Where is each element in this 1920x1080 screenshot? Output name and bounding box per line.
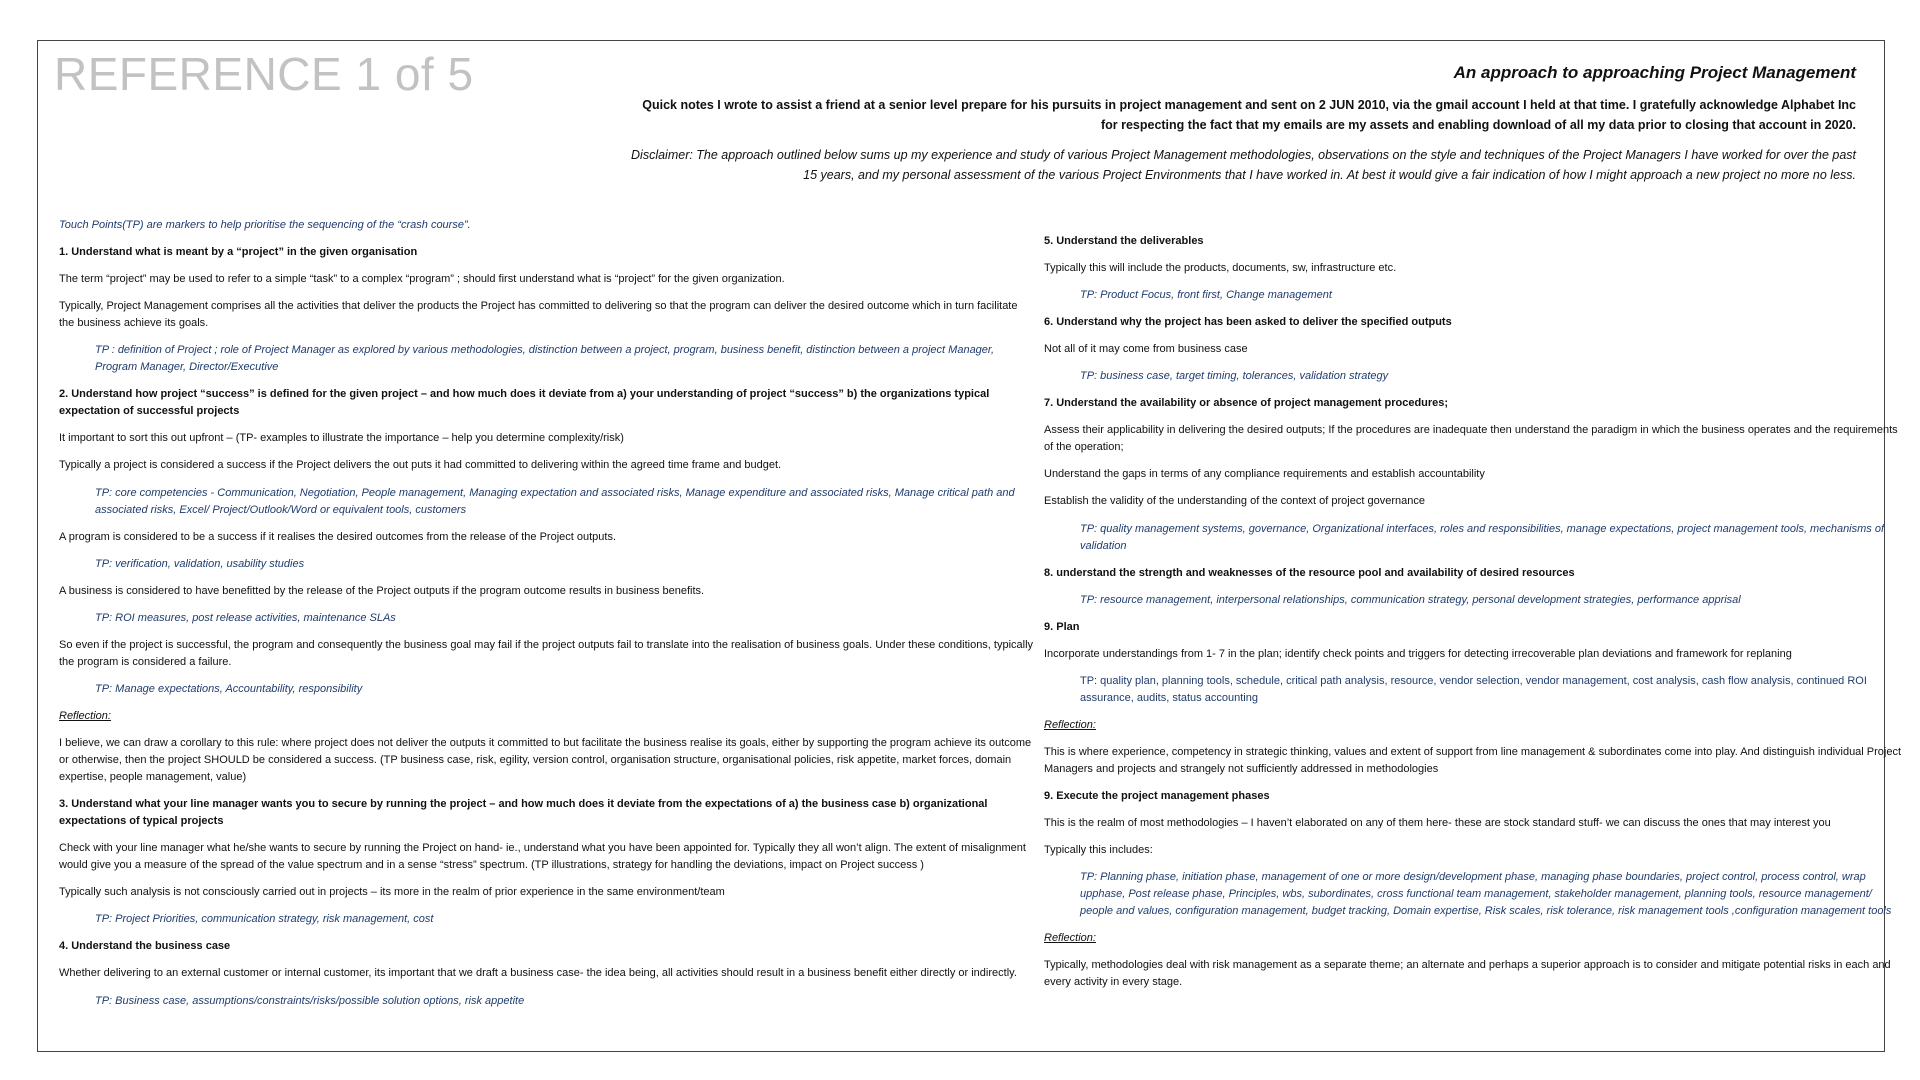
body-paragraph: Typically, Project Management comprises all the activities that deliver the products the Project has committed to delivering so that the program can deliver the desired outcome which in turn facilitate the business achieve its goals. (59, 300, 1018, 330)
section-heading: 1. Understand what is meant by a “project” in the given organisation (59, 246, 418, 259)
right-column (1044, 233, 1902, 1001)
disclaimer-paragraph: Disclaimer: The approach outlined below sums up my experience and study of various Project Management methodologies, observations on the style and techniques of the Project Managers I have worked for over the past 15 years, and my personal assessment of the various Project Environments that I have worked in. At best it would give a fair indication of how I might approach a new project no more no less. (631, 148, 1856, 183)
touch-point-note: TP: Manage expectations, Accountability, responsibility (95, 682, 363, 695)
body-paragraph: A business is considered to have benefitted by the release of the Project outputs if the program outcome results in business benefits. (59, 584, 705, 597)
body-paragraph: The term “project” may be used to refer to a simple “task” to a complex “program” ; should first understand what is “project” for the given organization. (59, 273, 785, 286)
body-paragraph: Typically such analysis is not consciously carried out in projects – its more in the realm of prior experience in the same environment/team (59, 886, 725, 899)
page-title: An approach to approaching Project Management (1453, 63, 1856, 82)
body-paragraph: So even if the project is successful, the program and consequently the business goal may fail if the project outputs fail to translate into the realisation of business goals. Under these conditions, typically the program is considered a failure. (59, 638, 1034, 668)
body-paragraph: Typically, methodologies deal with risk management as a separate theme; an alternate and perhaps a superior approach is to consider and mitigate potential risks in each and every activity in every stage. (1044, 959, 1891, 989)
touch-point-note: TP: quality management systems, governance, Organizational interfaces, roles and responsibilities, manage expectations, project management tools, mechanisms of validation (1080, 522, 1885, 552)
body-paragraph: Understand the gaps in terms of any compliance requirements and establish accountability (1044, 468, 1485, 481)
section-heading: 9. Execute the project management phases (1044, 790, 1270, 803)
reflection-label: Reflection: (1044, 932, 1096, 945)
reference-label: REFERENCE 1 of 5 (54, 48, 474, 100)
touch-point-note: TP: Planning phase, initiation phase, management of one or more design/development phase, managing phase boundaries, project control, process control, wrap upphase, Post release phase, Principles, wbs, subordinates, cross functional team management, stakeholder management, planning tools, resource management/ people and values, configuration management, budget tracking, Domain expertise, Risk scales, risk tolerance, risk management tools ,configuration management tools (1080, 871, 1892, 918)
body-paragraph: It important to sort this out upfront – (TP- examples to illustrate the importance – help you determine complexity/risk) (59, 432, 624, 445)
touch-point-note: TP: Business case, assumptions/constraints/risks/possible solution options, risk appetite (95, 994, 525, 1007)
body-paragraph: Establish the validity of the understanding of the context of project governance (1044, 495, 1425, 508)
section-heading: 4. Understand the business case (59, 940, 231, 953)
touch-point-note: TP: quality plan, planning tools, schedule, critical path analysis, resource, vendor selection, vendor management, cost analysis, cash flow analysis, continued ROI assurance, audits, status accounting (1080, 674, 1867, 704)
body-paragraph: Not all of it may come from business case (1044, 343, 1248, 356)
touch-point-note: TP: core competencies - Communication, Negotiation, People management, Managing expectation and associated risks, Manage expenditure and associated risks, Manage critical path and associated risks, Excel/ Project/Outlook/Word or equivalent tools, customers (95, 486, 1015, 516)
touch-point-note: TP: business case, target timing, tolerances, validation strategy (1080, 370, 1389, 383)
body-paragraph: A program is considered to be a success if it realises the desired outcomes from the release of the Project outputs. (59, 530, 617, 543)
body-paragraph: Typically a project is considered a success if the Project delivers the out puts it had committed to delivering within the agreed time frame and budget. (59, 459, 782, 472)
touch-point-note: TP: Project Priorities, communication strategy, risk management, cost (95, 913, 434, 926)
touch-point-note: TP: ROI measures, post release activities, maintenance SLAs (95, 611, 396, 624)
touch-point-note: TP: Product Focus, front first, Change management (1080, 289, 1332, 302)
section-heading: 7. Understand the availability or absence of project management procedures; (1044, 397, 1449, 410)
document-frame (37, 40, 1902, 1052)
touch-point-note: TP : definition of Project ; role of Project Manager as explored by various methodologies, distinction between a project, program, business benefit, distinction between a project Manager, Program Manager, Director/Executive (95, 344, 995, 374)
touch-point-note: TP: verification, validation, usability studies (95, 557, 305, 570)
body-paragraph: Incorporate understandings from 1- 7 in the plan; identify check points and triggers for detecting irrecoverable plan deviations and framework for replaning (1044, 647, 1792, 660)
section-heading: 2. Understand how project “success” is defined for the given project – and how much does it deviate from a) your understanding of project “success” b) the organizations typical expectation of successful projects (59, 388, 990, 418)
body-paragraph: I believe, we can draw a corollary to this rule: where project does not deliver the outputs it committed to but facilitate the business realise its goals, either by supporting the program achieve its outcome or otherwise, then the project SHOULD be considered a success. (TP business case, risk, egility, version control, organisation structure, organisational policies, risk appetite, market forces, domain expertise, people management, value) (59, 736, 1032, 784)
section-heading: 9. Plan (1044, 620, 1080, 633)
body-paragraph: Typically this includes: (1044, 844, 1153, 857)
section-heading: 6. Understand why the project has been asked to deliver the specified outputs (1044, 316, 1452, 329)
section-heading: 3. Understand what your line manager wants you to secure by running the project – and how much does it deviate from the expectations of a) the business case b) organizational expectations of typical projects (59, 798, 988, 828)
reflection-label: Reflection: (59, 709, 111, 722)
body-paragraph: Whether delivering to an external customer or internal customer, its important that we draft a business case- the idea being, all activities should result in a business benefit either directly or indirectly. (59, 967, 1017, 980)
body-paragraph: Check with your line manager what he/she wants to secure by running the Project on hand- ie., understand what you have been appointed for. Typically they all won’t align. The extent of misalignment would give you a measure of the spread of the value spectrum and in a sense “stress” spectrum. (TP illustrations, strategy for handling the deviations, impact on Project success ) (59, 842, 1026, 872)
left-column (59, 217, 1034, 1020)
header-block (626, 63, 1856, 185)
body-paragraph: Typically this will include the products, documents, sw, infrastructure etc. (1044, 262, 1397, 275)
reflection-label: Reflection: (1044, 718, 1096, 731)
section-heading: 5. Understand the deliverables (1044, 235, 1204, 247)
touch-point-intro: Touch Points(TP) are markers to help prioritise the sequencing of the “crash course”. (59, 219, 471, 231)
section-heading: 8. understand the strength and weaknesses of the resource pool and availability of desired resources (1044, 566, 1575, 579)
body-paragraph: Assess their applicability in delivering the desired outputs; If the procedures are inadequate then understand the paradigm in which the business operates and the requirements of the operation; (1044, 424, 1898, 454)
touch-point-note: TP: resource management, interpersonal relationships, communication strategy, personal development strategies, performance apprisal (1080, 593, 1741, 606)
body-paragraph: This is the realm of most methodologies – I haven’t elaborated on any of them here- these are stock standard stuff- we can discuss the ones that may interest you (1044, 817, 1831, 830)
intro-paragraph: Quick notes I wrote to assist a friend at a senior level prepare for his pursuits in project management and sent on 2 JUN 2010, via the gmail account I held at that time. I gratefully acknowledge Alphabet Inc for respecting the fact that my emails are my assets and enabling download of all my data prior to closing that account in 2020. (642, 98, 1856, 133)
body-paragraph: This is where experience, competency in strategic thinking, values and extent of support from line management & subordinates come into play. And distinguish individual Project Managers and projects and strangely not sufficiently addressed in methodologies (1044, 745, 1902, 775)
